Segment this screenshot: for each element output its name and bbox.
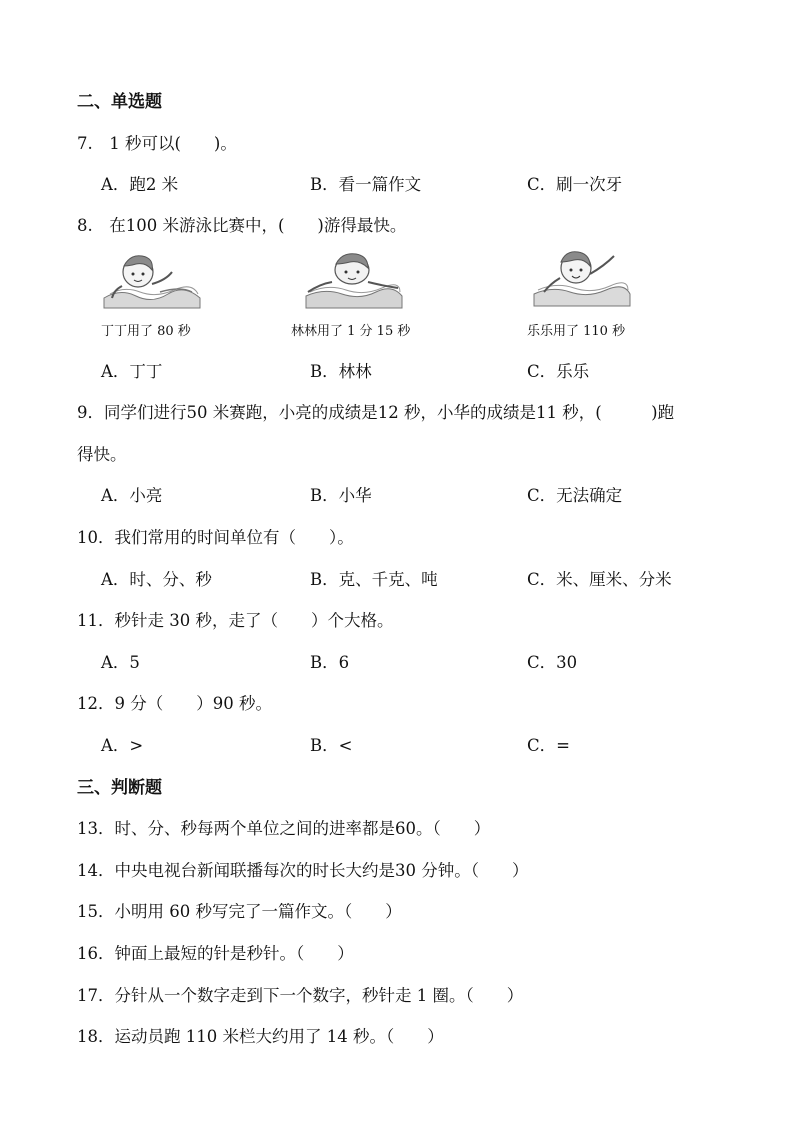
question-8: 8. 在100 米游泳比赛中，( )游得最快。: [77, 216, 407, 235]
question-11: 11．秒针走 30 秒，走了（ ）个大格。: [77, 611, 394, 630]
judgement-18: 18．运动员跑 110 米栏大约用了 14 秒。（ ）: [77, 1027, 444, 1046]
q11-option-c[interactable]: C．30: [527, 653, 578, 672]
judgement-14: 14．中央电视台新闻联播每次的时长大约是30 分钟。（ ）: [77, 861, 529, 880]
question-12: 12．9 分（ ）90 秒。: [77, 694, 272, 713]
section-title-judgement: 三、判断题: [77, 778, 162, 798]
q10-option-b[interactable]: B．克、千克、吨: [310, 570, 438, 589]
section-title-single-choice: 二、单选题: [77, 92, 162, 112]
q8-caption-lele: 乐乐用了 110 秒: [527, 324, 626, 339]
q8-option-a[interactable]: A．丁丁: [101, 362, 163, 381]
question-9-continued: 得快。: [77, 445, 127, 464]
q12-option-b[interactable]: B．<: [310, 736, 353, 755]
question-9: 9．同学们进行50 米赛跑，小亮的成绩是12 秒，小华的成绩是11 秒，( )跑: [77, 403, 675, 422]
swimmer-lele-illustration: [530, 244, 634, 314]
question-7: 7. 1 秒可以( )。: [77, 134, 237, 153]
question-10: 10．我们常用的时间单位有（ ）。: [77, 528, 354, 547]
judgement-17: 17．分针从一个数字走到下一个数字，秒针走 1 圈。（ ）: [77, 986, 524, 1005]
q8-option-b[interactable]: B．林林: [310, 362, 372, 381]
q10-option-c[interactable]: C．米、厘米、分米: [527, 570, 672, 589]
q8-option-c[interactable]: C．乐乐: [527, 362, 590, 381]
q9-option-c[interactable]: C．无法确定: [527, 486, 623, 505]
q9-option-b[interactable]: B．小华: [310, 486, 372, 505]
q7-option-c[interactable]: C．刷一次牙: [527, 175, 623, 194]
judgement-13: 13．时、分、秒每两个单位之间的进率都是60。（ ）: [77, 819, 491, 838]
q9-option-a[interactable]: A．小亮: [101, 486, 163, 505]
judgement-16: 16．钟面上最短的针是秒针。（ ）: [77, 944, 354, 963]
q11-option-a[interactable]: A．5: [101, 653, 140, 672]
q7-option-a[interactable]: A．跑2 米: [101, 175, 179, 194]
q8-caption-dingding: 丁丁用了 80 秒: [101, 324, 191, 339]
q12-option-a[interactable]: A．>: [101, 736, 144, 755]
swimmer-linlin-illustration: [302, 248, 406, 314]
q11-option-b[interactable]: B．6: [310, 653, 350, 672]
swimmer-dingding-illustration: [100, 246, 204, 314]
judgement-15: 15．小明用 60 秒写完了一篇作文。（ ）: [77, 902, 402, 921]
q8-caption-linlin: 林林用了 1 分 15 秒: [291, 324, 411, 339]
q10-option-a[interactable]: A．时、分、秒: [101, 570, 212, 589]
q7-option-b[interactable]: B．看一篇作文: [310, 175, 422, 194]
q12-option-c[interactable]: C．=: [527, 736, 570, 755]
